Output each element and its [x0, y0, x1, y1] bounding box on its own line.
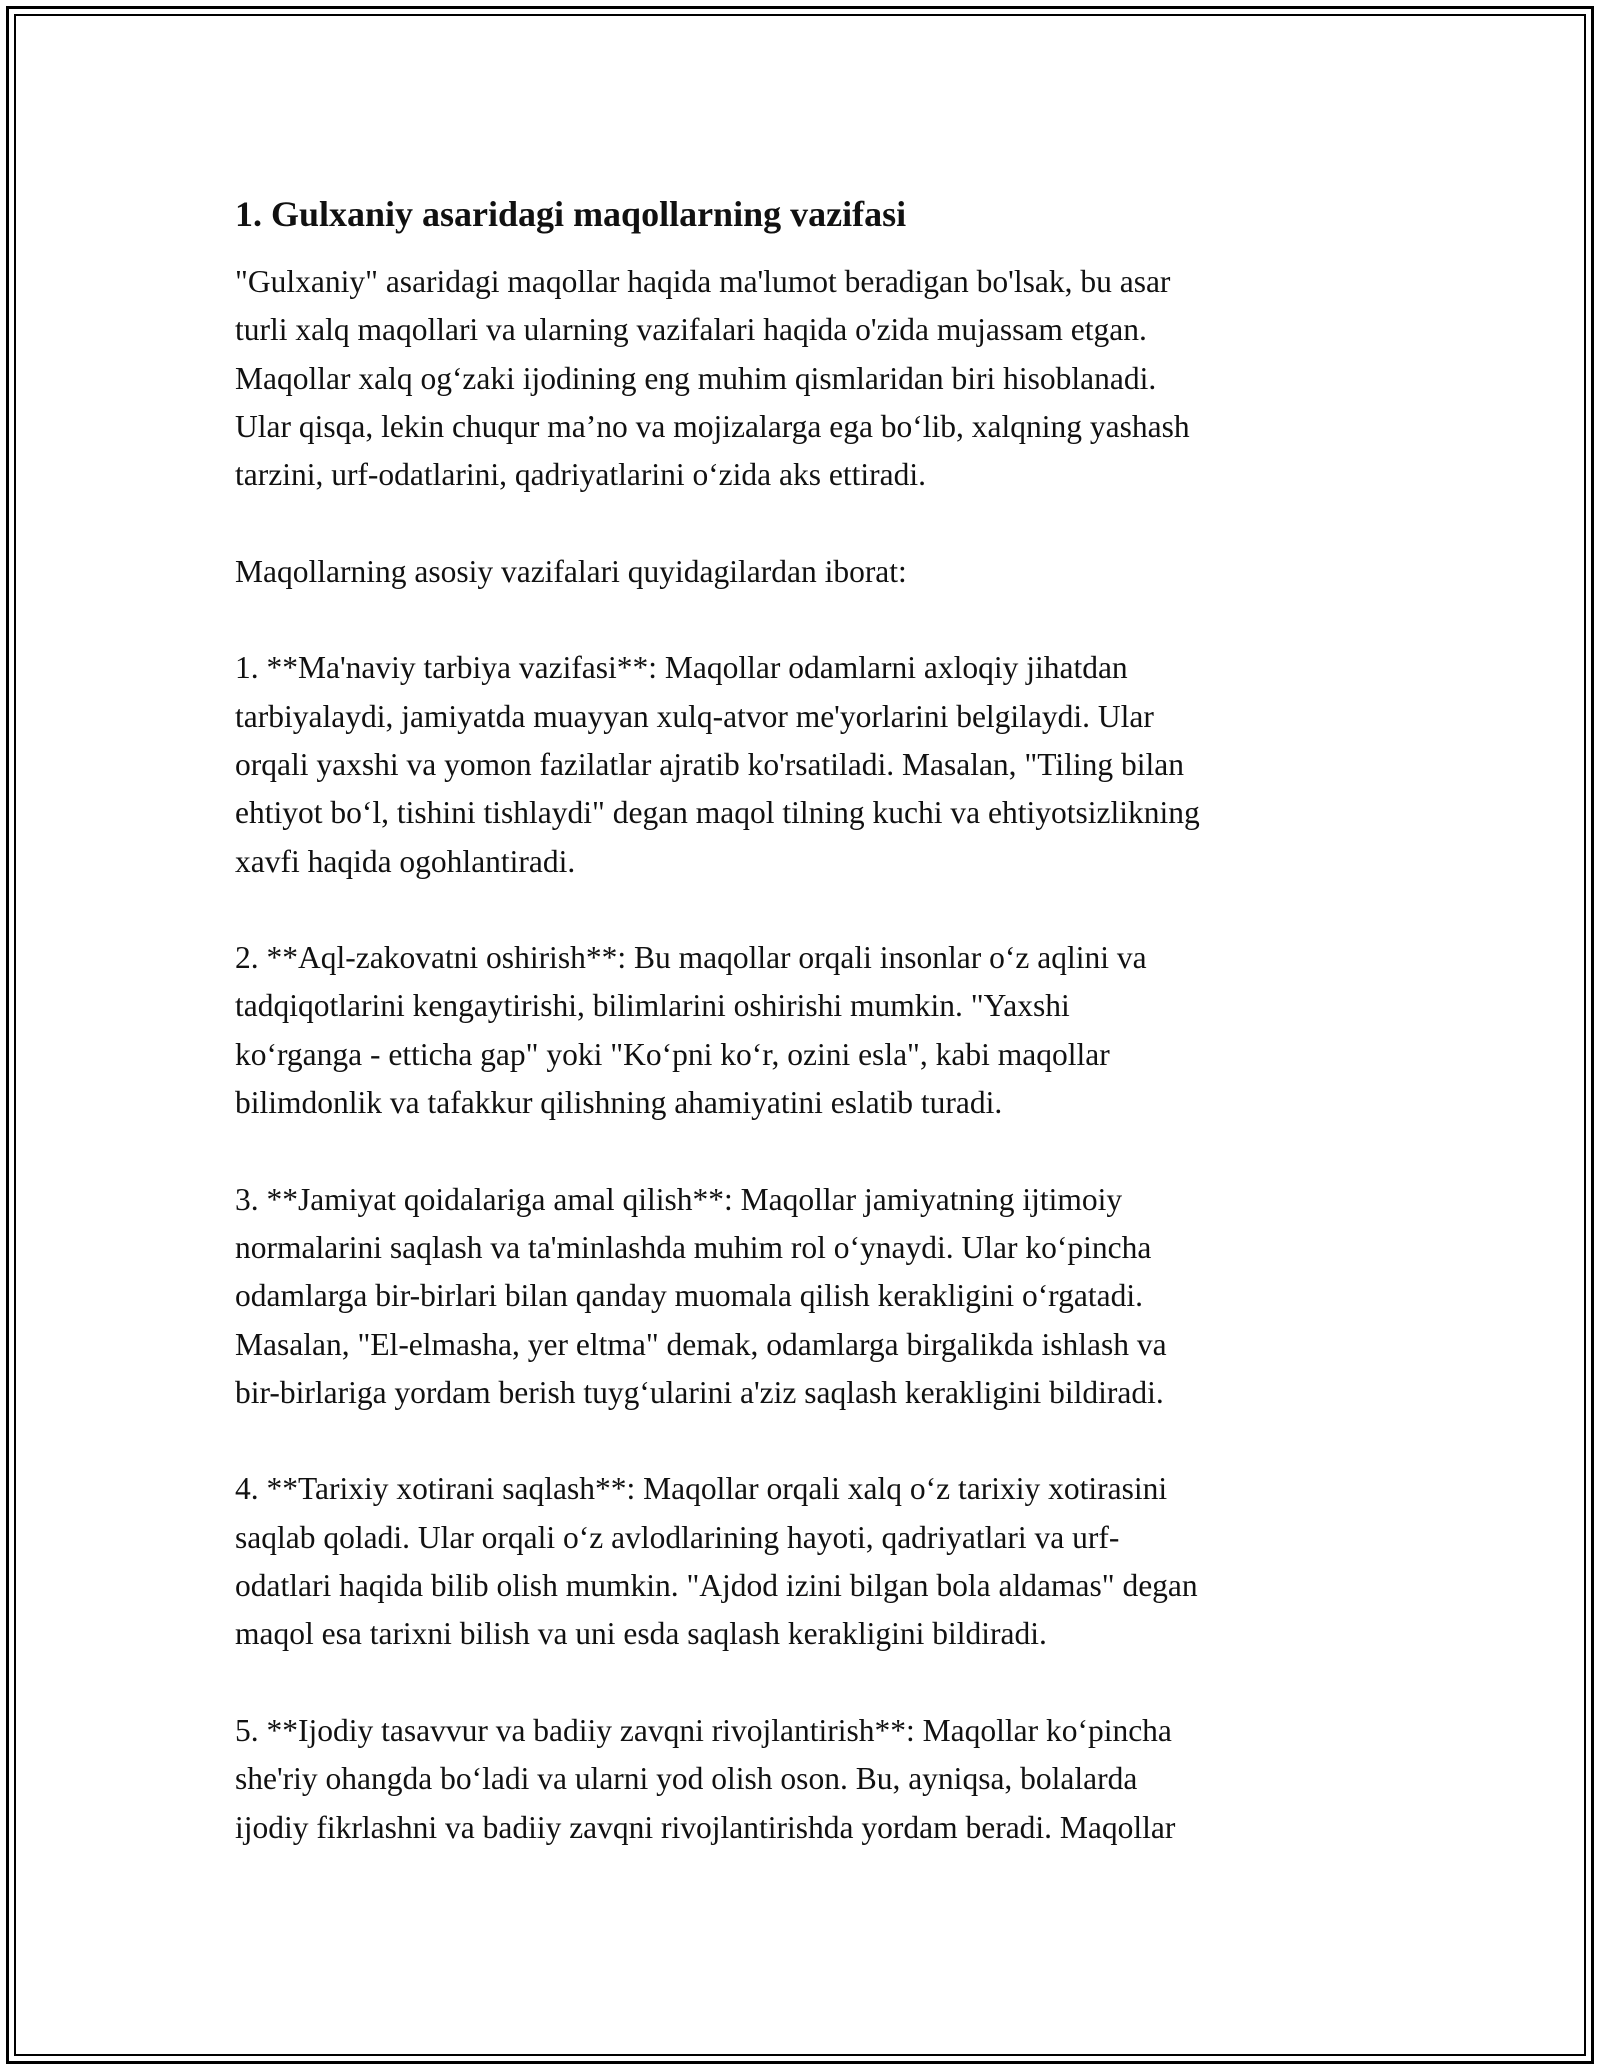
text-line: ijodiy fikrlashni va badiiy zavqni rivojlantirishda yordam beradi. Maqollar [235, 1809, 1176, 1845]
text-line: 5. **Ijodiy tasavvur va badiiy zavqni rivojlantirish**: Maqollar ko‘pincha [235, 1712, 1172, 1748]
paragraph-item-2 [235, 934, 1375, 1127]
paragraph-item-1 [235, 644, 1375, 885]
text-line: 4. **Tarixiy xotirani saqlash**: Maqollar orqali xalq o‘z tarixiy xotirasini [235, 1471, 1168, 1507]
paragraph-item-4 [235, 1465, 1375, 1658]
text-line: odatlari haqida bilib olish mumkin. "Ajdod izini bilgan bola aldamas" degan [235, 1568, 1198, 1604]
text-line: odamlarga bir-birlari bilan qanday muomala qilish kerakligini o‘rgatadi. [235, 1278, 1143, 1314]
text-line: normalarini saqlash va ta'minlashda muhim rol o‘ynaydi. Ular ko‘pincha [235, 1229, 1152, 1265]
text-line: turli xalq maqollari va ularning vazifalari haqida o'zida mujassam etgan. [235, 312, 1147, 348]
text-line: bilimdonlik va tafakkur qilishning ahamiyatini eslatib turadi. [235, 1085, 1003, 1121]
text-line: orqali yaxshi va yomon fazilatlar ajratib ko'rsatiladi. Masalan, "Tiling bilan [235, 746, 1185, 782]
text-line: "Gulxaniy" asaridagi maqollar haqida ma'lumot beradigan bo'lsak, bu asar [235, 264, 1171, 299]
text-line: Ular qisqa, lekin chuqur ma’no va mojizalarga ega bo‘lib, xalqning yashash [235, 408, 1190, 444]
text-line: she'riy ohangda bo‘ladi va ularni yod olish oson. Bu, ayniqsa, bolalarda [235, 1761, 1138, 1797]
text-line: tadqiqotlarini kengaytirishi, bilimlarini oshirishi mumkin. "Yaxshi [235, 988, 1070, 1024]
text-line: ko‘rganga - etticha gap" yoki "Ko‘pni ko‘r, ozini esla", kabi maqollar [235, 1036, 1110, 1072]
text-line: bir-birlariga yordam berish tuyg‘ularini a'ziz saqlash kerakligini bildiradi. [235, 1374, 1164, 1410]
text-line: maqol esa tarixni bilish va uni esda saqlash kerakligini bildiradi. [235, 1616, 1047, 1652]
paragraph-item-5 [235, 1707, 1375, 1852]
paragraph-item-3 [235, 1176, 1375, 1417]
text-line: 3. **Jamiyat qoidalariga amal qilish**: Maqollar jamiyatning ijtimoiy [235, 1181, 1123, 1217]
paragraph-list-intro [235, 548, 1375, 596]
text-line: Maqollarning asosiy vazifalari quyidagilardan iborat: [235, 553, 907, 589]
paragraph-intro [235, 258, 1375, 499]
document-body [235, 186, 1375, 1900]
text-line: saqlab qoladi. Ular orqali o‘z avlodlarining hayoti, qadriyatlari va urf- [235, 1519, 1120, 1555]
text-line: Masalan, "El-elmasha, yer eltma" demak, odamlarga birgalikda ishlash va [235, 1326, 1167, 1362]
text-line: 1. **Ma'naviy tarbiya vazifasi**: Maqollar odamlarni axloqiy jihatdan [235, 650, 1128, 686]
text-line: tarzini, urf-odatlarini, qadriyatlarini o‘zida aks ettiradi. [235, 457, 926, 493]
text-line: 2. **Aql-zakovatni oshirish**: Bu maqollar orqali insonlar o‘z aqlini va [235, 940, 1147, 976]
text-line: tarbiyalaydi, jamiyatda muayyan xulq-atvor me'yorlarini belgilaydi. Ular [235, 698, 1154, 734]
text-line: Maqollar xalq og‘zaki ijodining eng muhim qismlaridan biri hisoblanadi. [235, 360, 1157, 396]
text-line: ehtiyot bo‘l, tishini tishlaydi" degan maqol tilning kuchi va ehtiyotsizlikning [235, 795, 1200, 831]
text-line: xavfi haqida ogohlantiradi. [235, 843, 576, 879]
section-heading: 1. Gulxaniy asaridagi maqollarning vazifasi [235, 194, 907, 234]
